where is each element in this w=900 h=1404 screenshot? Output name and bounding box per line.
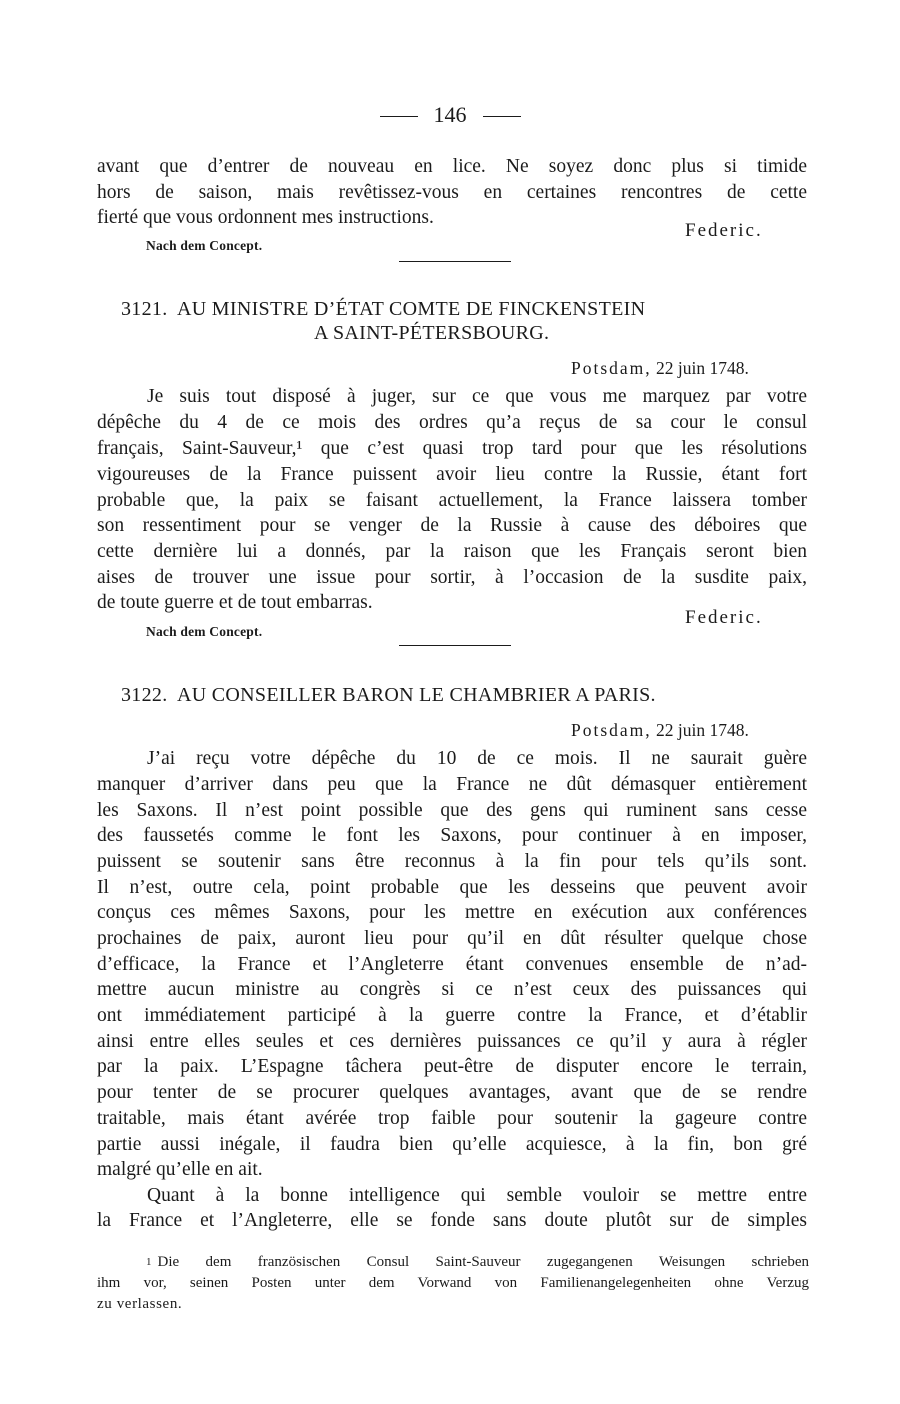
text-line: prochaines de paix, auront lieu pour qu’il en dût résulter quelque chose — [97, 928, 807, 949]
footnote-line — [146, 1252, 809, 1273]
footnote-line: ihm vor, seinen Posten unter dem Vorwand von Familienangelegenheiten ohne Verzug — [97, 1275, 809, 1291]
text-line: français, Saint-Sauveur,¹ que c’est quasi trop tard pour que les résolutions — [97, 438, 807, 459]
section-rule — [399, 261, 511, 262]
footnote-line: zu verlassen. — [97, 1296, 183, 1312]
source-note: Nach dem Concept. — [146, 238, 263, 253]
text-line: malgré qu’elle en ait. — [97, 1159, 263, 1180]
signature: Federic. — [685, 607, 763, 628]
date: 22 juin 1748. — [656, 720, 749, 740]
text-line: son ressentiment pour se venger de la Russie à cause des déboires que — [97, 515, 807, 536]
footnote-marker: 1 — [146, 1256, 152, 1268]
text-line: pour tenter de se procurer quelques avantages, avant que de se rendre — [97, 1082, 807, 1103]
text-line: la France et l’Angleterre, elle se fonde sans doute plutôt sur de simples — [97, 1210, 807, 1231]
letter-number: 3122. — [121, 684, 168, 706]
text-line: ont immédiatement participé à la guerre contre la France, et d’établir — [97, 1005, 807, 1026]
text-line: partie aussi inégale, il faudra bien qu’elle acquiesce, à la fin, bon gré — [97, 1134, 807, 1155]
text-line: manquer d’arriver dans peu que la France ne dût démasquer entièrement — [97, 774, 807, 795]
text-line: les Saxons. Il n’est point possible que des gens qui ruminent sans cesse — [97, 800, 807, 821]
letter-heading-3121 — [121, 298, 645, 321]
letter-heading-3122 — [121, 684, 656, 707]
place: Potsdam, — [571, 358, 652, 378]
text-line: par la paix. L’Espagne tâchera peut-être de disputer encore le terrain, — [97, 1056, 807, 1077]
letter-number: 3121. — [121, 298, 168, 320]
text-line: traitable, mais étant avérée trop faible pour soutenir la gageure contre — [97, 1108, 807, 1129]
heading-line: AU CONSEILLER BARON LE CHAMBRIER A PARIS. — [177, 684, 656, 706]
page-number: 146 — [433, 102, 467, 127]
text-line: Quant à la bonne intelligence qui semble vouloir se mettre entre — [147, 1185, 807, 1206]
dash-right — [483, 116, 521, 117]
text-line: J’ai reçu votre dépêche du 10 de ce mois. Il ne saurait guère — [147, 748, 807, 769]
text-line: hors de saison, mais revêtissez-vous en certaines rencontres de cette — [97, 182, 807, 203]
text-line: conçus ces mêmes Saxons, pour les mettre en exécution aux conférences — [97, 902, 807, 923]
text-line: vigoureuses de la France puissent avoir lieu contre la Russie, étant fort — [97, 464, 807, 485]
place: Potsdam, — [571, 720, 652, 740]
text-line: aises de trouver une issue pour sortir, à l’occasion de la susdite paix, — [97, 567, 807, 588]
text-line: probable que, la paix se faisant actuellement, la France laissera tomber — [97, 490, 807, 511]
text-line: ainsi entre elles seules et ces dernières puissances ce qu’il y aura à régler — [97, 1031, 807, 1052]
text-line: dépêche du 4 de ce mois des ordres qu’a reçus de sa cour le consul — [97, 412, 807, 433]
text-line: d’efficace, la France et l’Angleterre étant convenues ensemble de n’ad- — [97, 954, 807, 975]
date: 22 juin 1748. — [656, 358, 749, 378]
signature: Federic. — [685, 220, 763, 241]
text-line: mettre aucun ministre au congrès si ce n’est ceux des puissances qui — [97, 979, 807, 1000]
text-line: Je suis tout disposé à juger, sur ce que vous me marquez par votre — [147, 386, 807, 407]
text-line: fierté que vous ordonnent mes instructions. — [97, 207, 434, 228]
text-line: puissent se soutenir sans être reconnus à la fin pour tels qu’ils sont. — [97, 851, 807, 872]
text-line: des faussetés comme le font les Saxons, pour continuer à en imposer, — [97, 825, 807, 846]
text-line: de toute guerre et de tout embarras. — [97, 592, 373, 613]
text-line: avant que d’entrer de nouveau en lice. Ne soyez donc plus si timide — [97, 156, 807, 177]
dateline — [571, 358, 749, 379]
heading-line: A SAINT-PÉTERSBOURG. — [314, 322, 550, 344]
dateline — [571, 720, 749, 741]
section-rule — [399, 645, 511, 646]
text-line: Il n’est, outre cela, point probable que les desseins que peuvent avoir — [97, 877, 807, 898]
source-note: Nach dem Concept. — [146, 624, 263, 639]
text-line: cette dernière lui a donnés, par la raison que les Français seront bien — [97, 541, 807, 562]
heading-line: AU MINISTRE D’ÉTAT COMTE DE FINCKENSTEIN — [177, 298, 646, 320]
page-number-header — [0, 102, 900, 128]
dash-left — [380, 116, 418, 117]
footnote-text: Die dem französischen Consul Saint-Sauveur zugegangenen Weisungen schrieben — [157, 1254, 809, 1270]
